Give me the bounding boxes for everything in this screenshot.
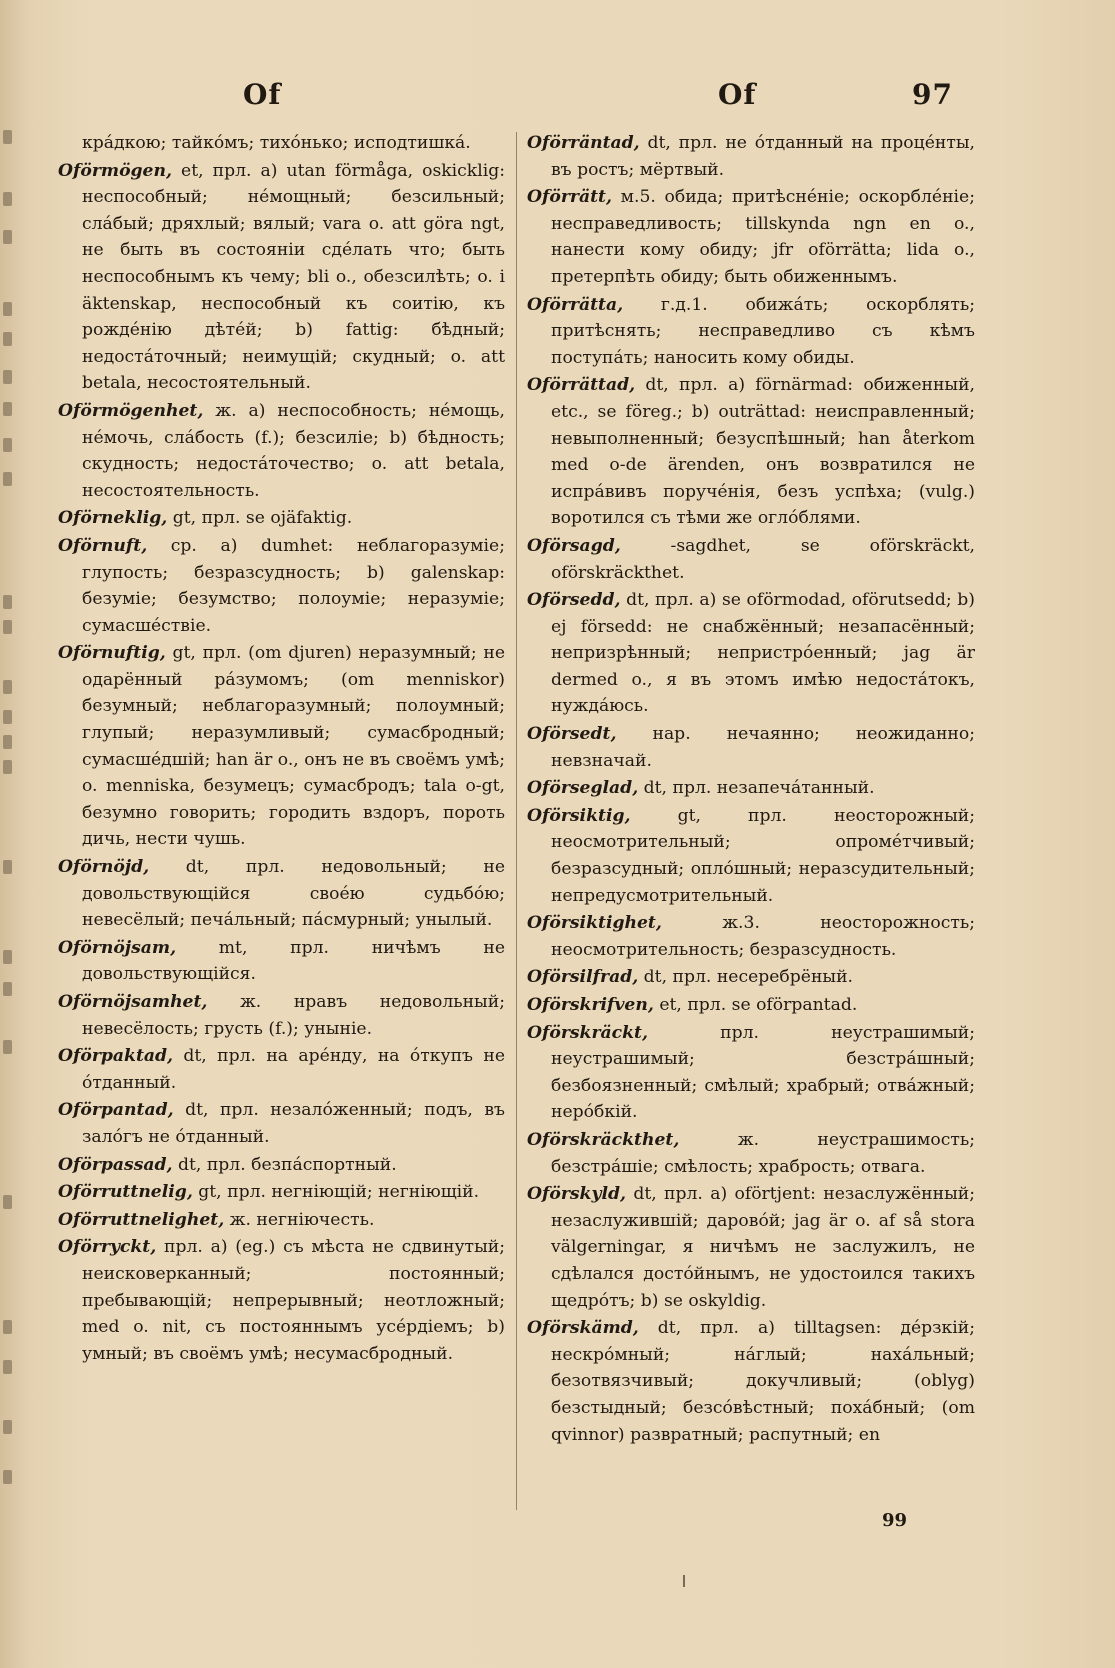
entry-text: mt, прл. ничѣмъ не довольствующiйся.: [82, 937, 505, 985]
entry: [527, 533, 975, 586]
entry: [527, 372, 975, 532]
headword: Oförruttnelighet,: [58, 1209, 225, 1230]
entry: [58, 854, 505, 934]
entry-text: dt, прл. безпáспортный.: [172, 1154, 397, 1175]
headword: Oförskräckthet,: [527, 1129, 680, 1150]
entry-text: dt, прл. a) förnärmad: обиженный, etc., se föreg.; b) outrättad: неисправленный; невыполненный; безуспѣшный; han återkom med o-de ärenden, онъ возвратился не испрáвивъ поручéнiя, безъ успѣха; (vulg.) воротился съ тѣми же оглóблями.: [551, 375, 975, 529]
entry-text: -sagdhet, se oförskräckt, oförskräckthet.: [551, 535, 975, 583]
entry-text: dt, прл. несеребрёный.: [638, 967, 853, 988]
entry-text: dt, прл. незалóженный; подъ, въ залóгъ не óтданный.: [82, 1100, 505, 1147]
entry: [527, 721, 975, 774]
entry-text: ж. нравъ недовольный; невесёлость; грусть (f.); унынiе.: [82, 992, 505, 1039]
entry-text: dt, прл. не óтданный на процéнты, въ ростъ; мёртвый.: [551, 133, 975, 180]
entry: [58, 1097, 505, 1150]
entry: [527, 992, 975, 1019]
entry-text: г.д.1. обижáть; оскорблять; притѣснять; несправедливо съ кѣмъ поступáть; наносить кому обиды.: [551, 294, 975, 368]
entry: [527, 910, 975, 963]
entry: [58, 640, 505, 853]
entry-text: gt, прл. (om djuren) неразумный; не одарённый рáзумомъ; (om menniskor) безумный; неблагоразумный; полоумный; глупый; неразумливый; сумасбродный; сумасшéдшiй; han är o., онъ не въ своёмъ умѣ; o. menniska, безумецъ; сумасбродъ; tala o-gt, безумно говорить; городить вздоръ, пороть дичь, нести чушь.: [82, 643, 505, 850]
entry-text: gt, прл. негнiющiй; негнiющiй.: [192, 1182, 480, 1203]
entry: [58, 1179, 505, 1206]
entry: [527, 775, 975, 802]
running-header: [0, 78, 1115, 118]
headword: Oförskräckt,: [527, 1022, 648, 1043]
entry-text: dt, прл. a) oförtjent: незаслужённый; незаслужившiй; даровóй; jag är o. af så stora välgerningar, я ничѣмъ не заслужилъ, не сдѣлался достóйнымъ, не удостоился такихъ щедрóтъ; b) se oskyldig.: [551, 1184, 975, 1311]
entry-text: крáдкою; тайкóмъ; тихóнько; исподтишкá.: [82, 133, 471, 153]
headword: Oförnöjsamhet,: [58, 992, 208, 1012]
entry-text: ср. a) dumhet: неблагоразумiе; глупость; безразсудность; b) galenskap: безумiе; безумство; полоумiе; неразумiе; сумасшéствiе.: [82, 535, 505, 636]
entry: [58, 398, 505, 504]
entry: [58, 1043, 505, 1096]
entry: [527, 1127, 975, 1180]
entry: [527, 1020, 975, 1126]
entry-text: dt, прл. на арéнду, на óткупъ не óтданный.: [82, 1046, 505, 1093]
headword: Oförsilfrad,: [527, 967, 639, 988]
entry: [58, 130, 505, 157]
entry: [58, 158, 505, 397]
entry-text: dt, прл. незапечáтанный.: [638, 778, 875, 799]
headword: Oförpaktad,: [58, 1046, 174, 1067]
headword: Oförmögenhet,: [58, 400, 204, 421]
headword: Oförneklig,: [58, 508, 168, 529]
headword: Oförnöjd,: [58, 857, 150, 878]
headword: Oförmögen,: [58, 160, 172, 181]
page-number: 97: [912, 78, 953, 111]
headword: Oförryckt,: [58, 1237, 157, 1258]
headword: Oförpantad,: [58, 1100, 174, 1121]
entry: [527, 1315, 975, 1448]
headword: Oförräntad,: [527, 133, 640, 153]
entry: [58, 533, 505, 639]
headword: Oförsedd,: [527, 590, 621, 611]
headword: Oförnuftig,: [58, 643, 166, 664]
entry-text: ж.3. неосторожность; неосмотрительность; безразсудность.: [551, 913, 975, 960]
headword: Oförsagd,: [527, 535, 621, 556]
header-left-guideword: Of: [243, 78, 282, 111]
headword: Oförnöjsam,: [58, 937, 177, 958]
headword: Oförrätt,: [527, 187, 612, 208]
entry: [527, 184, 975, 290]
entry: [527, 1181, 975, 1314]
entry: [527, 587, 975, 720]
entry-text: м.5. обида; притѣснéнiе; оскорблéнiе; несправедливость; tillskynda ngn en o., нанести кому обиду; jfr oförrätta; lida o., претерпѣть обиду; быть обиженнымъ.: [551, 187, 975, 287]
left-column: [58, 130, 505, 1368]
entry-text: gt, прл. se ojäfaktig.: [167, 508, 353, 529]
entry: [58, 1207, 505, 1234]
headword: Oförskämd,: [527, 1318, 639, 1339]
column-divider: [516, 132, 517, 1510]
headword: Oförnuft,: [58, 535, 148, 556]
entry: [58, 989, 505, 1042]
entry: [58, 505, 505, 532]
binding-edge: [0, 120, 16, 1520]
headword: Oförrättad,: [527, 375, 636, 396]
headword: Oförskyld,: [527, 1184, 626, 1205]
entry-text: ж. a) неспособность; нéмощь, нéмочь, слáбость (f.); безсилiе; b) бѣдность; скудность; недостáточество; o. att betala, несостоятельность.: [82, 400, 505, 501]
entry-text: dt, прл. a) se oförmodad, oförutsedd; b) ej försedd: не снабжённый; незапасённый; непризрѣнный; непристрóенный; jag är dermed o., я въ этомъ имѣю недостáтокъ, нуждáюсь.: [551, 590, 975, 717]
entry-text: dt, прл. недовольный; не довольствующiйся своéю судьбóю; невесёлый; печáльный; пáсмурный; унылый.: [82, 857, 505, 931]
entry: [58, 1152, 505, 1179]
entry-text: dt, прл. a) tilltagsen: дéрзкiй; нескрóмный; нáглый; нахáльный; безотвязчивый; докучливый; (oblyg) безстыдный; безсóвѣстный; похáбный; (om qvinnor) развратный; распутный; en: [551, 1318, 975, 1445]
entry-text: et, прл. se oförpantad.: [653, 995, 858, 1015]
headword: Oförruttnelig,: [58, 1182, 193, 1203]
entry: [527, 292, 975, 372]
headword: Oförrätta,: [527, 294, 624, 315]
headword: Oförpassad,: [58, 1154, 173, 1175]
headword: Oförsedt,: [527, 724, 617, 745]
entry: [58, 935, 505, 988]
entry: [58, 1234, 505, 1367]
print-mark: [683, 1575, 685, 1587]
headword: Oförsiktighet,: [527, 913, 662, 934]
entry-text: gt, прл. неосторожный; неосмотрительный; опромéтчивый; безразсудный; оплóшный; неразсудительный; непредусмотрительный.: [551, 805, 975, 906]
entry-text: et, прл. a) utan förmåga, oskicklig: неспособный; нéмощный; безсильный; слáбый; дряхлый; вялый; vara o. att göra ngt, не быть въ состоянiи сдéлать что; быть неспособнымъ къ чему; bli o., обезсилѣть; o. i äktenskap, неспособный къ соитiю, къ рождéнiю дѣтéй; b) fattig: бѣдный; недостáточный; неимущiй; скудный; o. att betala, несостоятельный.: [82, 160, 505, 394]
entry-text: прл. неустрашимый; неустрашимый; безстрáшный; безбоязненный; смѣлый; храбрый; отвáжный; нерóбкiй.: [551, 1022, 975, 1123]
entry-text: прл. a) (eg.) съ мѣста не сдвинутый; неисковерканный; постоянный; пребывающiй; непрерывный; неотложный; med o. nit, съ постояннымъ усéрдiемъ; b) умный; въ своёмъ умѣ; несумасбродный.: [82, 1237, 505, 1364]
headword: Oförseglad,: [527, 778, 639, 799]
entry-text: нар. нечаянно; неожиданно; невзначай.: [551, 724, 975, 771]
signature-mark: 99: [882, 1510, 908, 1531]
entry-text: ж. неустрашимость; безстрáшiе; смѣлость; храбрость; отвага.: [551, 1129, 975, 1177]
header-right-guideword: Of: [718, 78, 757, 111]
entry: [527, 130, 975, 183]
entry: [527, 803, 975, 909]
right-column: [527, 130, 975, 1449]
entry: [527, 964, 975, 991]
entry-text: ж. негнiючесть.: [224, 1209, 375, 1230]
headword: Oförsiktig,: [527, 805, 631, 826]
headword: Oförskrifven,: [527, 995, 654, 1015]
